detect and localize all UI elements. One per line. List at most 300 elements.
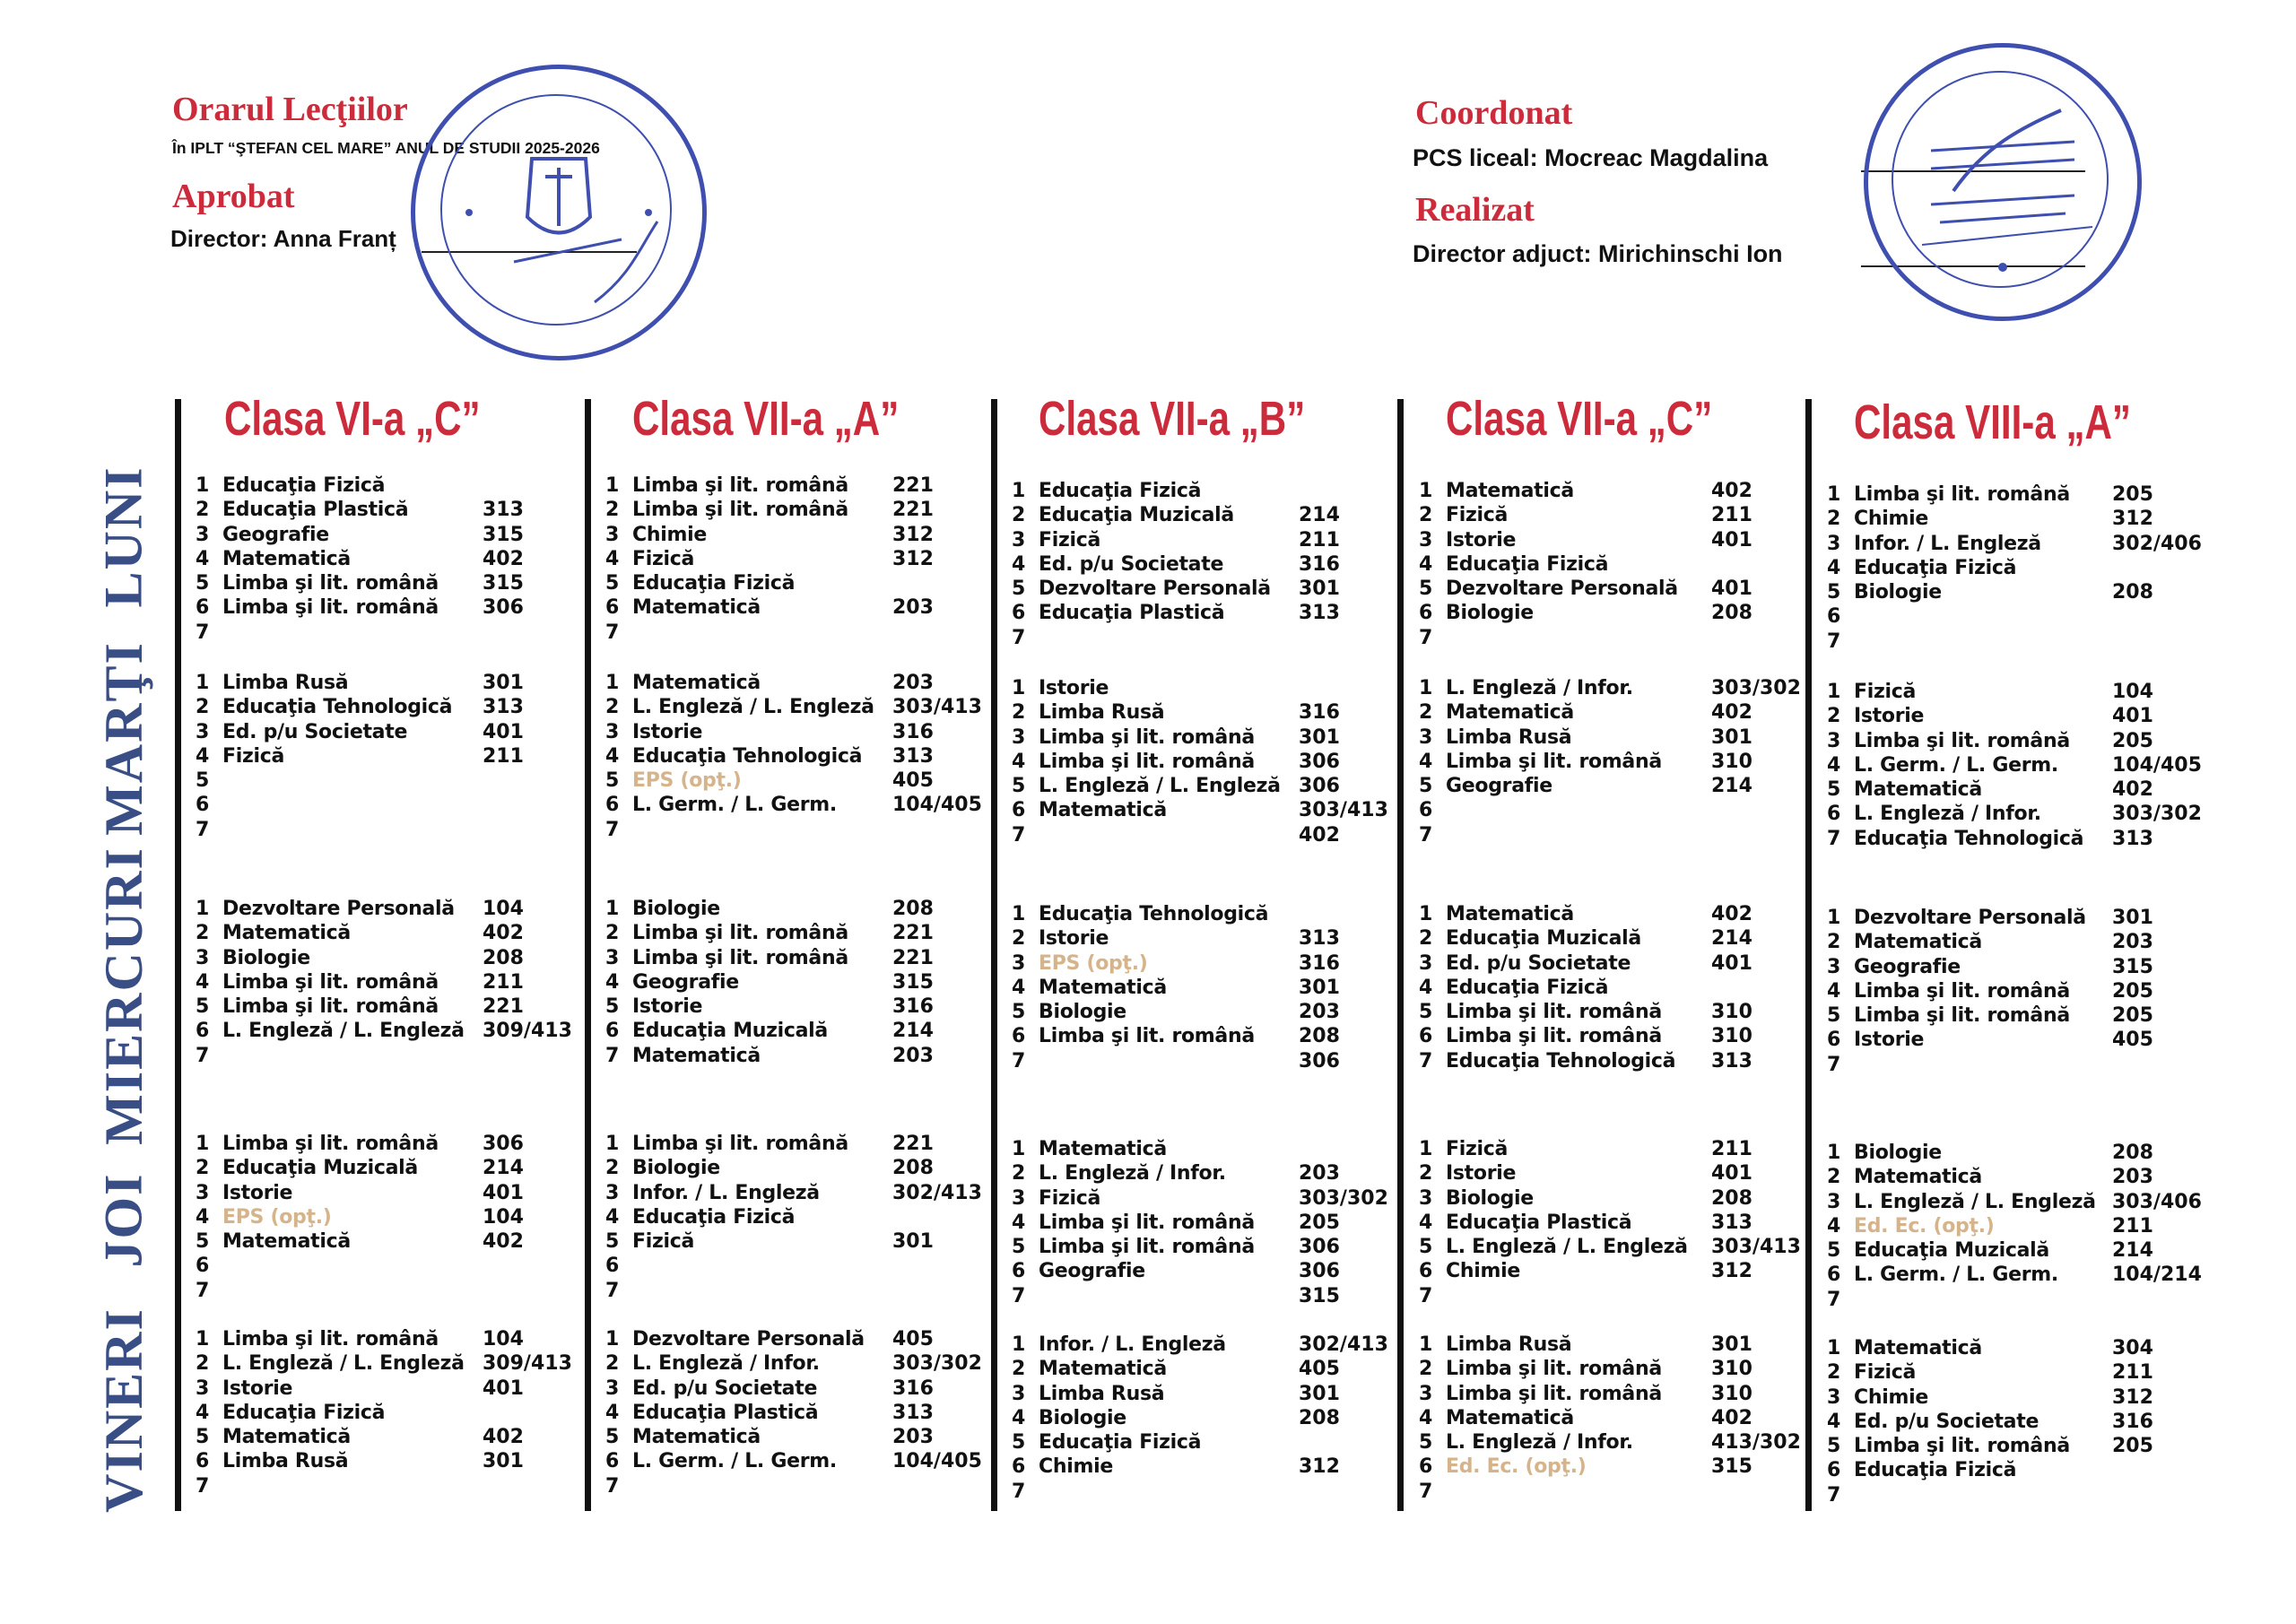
day-block [1827,1336,2211,1507]
lesson-subject: Educaţia Plastică [1039,602,1225,625]
lesson-row [1827,1214,2211,1238]
lesson-subject: Limba şi lit. română [222,572,439,595]
lesson-room: 401 [483,720,524,743]
lesson-number: 6 [1419,1260,1433,1283]
lesson-room: 315 [483,523,524,546]
lesson-subject: Fizică [1039,1186,1101,1210]
lesson-row [196,523,581,547]
lesson-number: 4 [605,1401,620,1424]
lesson-number: 5 [1827,581,1841,604]
lesson-room: 214 [1711,775,1752,798]
lesson-number: 2 [196,1157,210,1180]
lesson-row [1827,507,2211,531]
lesson-row [1827,753,2211,777]
lesson-row [605,744,991,769]
lesson-subject: L. Germ. / L. Germ. [1854,1264,2058,1287]
lesson-number: 3 [196,1181,210,1204]
lesson-row [1012,1235,1397,1259]
lesson-room: 306 [483,596,524,620]
lesson-subject: Limba şi lit. română [632,499,848,522]
lesson-number: 3 [1827,729,1841,752]
lesson-number: 5 [605,995,620,1019]
lesson-row [196,818,581,842]
day-block [1012,1333,1397,1504]
lesson-number: 4 [196,1205,210,1229]
lesson-subject: Infor. / L. Engleză [632,1181,820,1204]
lesson-subject: Fizică [632,1230,695,1254]
lesson-row [605,571,991,595]
lesson-subject: Educaţia Muzicală [222,1157,418,1180]
lesson-row [196,897,581,921]
lesson-subject: Limba şi lit. română [632,922,848,945]
lesson-room: 312 [892,547,934,570]
lesson-number: 7 [196,1474,210,1498]
lesson-room: 402 [2112,778,2153,802]
lesson-room: 316 [1299,701,1340,725]
day-block [196,473,581,645]
lesson-row [605,1376,991,1401]
lesson-room: 104 [2112,681,2153,703]
lesson-subject: L. Engleză / L. Engleză [1854,1190,2096,1213]
lesson-room: 221 [892,499,934,522]
lesson-row [1827,630,2211,654]
lesson-row [1419,1382,1810,1406]
lesson-row [1419,1430,1810,1455]
lesson-row [1012,1137,1397,1161]
lesson-number: 6 [1827,803,1841,826]
lesson-row [1827,1360,2211,1385]
lesson-row [1827,955,2211,979]
lesson-subject: Educaţia Fizică [222,1401,386,1424]
lesson-room: 301 [1299,1382,1340,1405]
lesson-number: 2 [1419,927,1433,951]
lesson-number: 1 [1012,1138,1026,1160]
lesson-room: 316 [2112,1410,2153,1433]
lesson-row [605,793,991,817]
lesson-subject: Biologie [632,1157,720,1180]
lesson-row [1012,976,1397,1000]
lesson-row [196,1425,581,1449]
lesson-subject: Limba şi lit. română [1446,1025,1662,1048]
lesson-number: 1 [605,672,620,694]
lesson-subject: L. Engleză / L. Engleză [1039,775,1281,798]
lesson-subject: Limba şi lit. română [1854,979,2070,1003]
lesson-room: 205 [2112,729,2153,752]
lesson-room: 208 [892,898,934,920]
lesson-row [1827,1028,2211,1052]
lesson-row [1827,1238,2211,1263]
lesson-row [1012,528,1397,552]
lesson-number: 1 [1419,677,1433,699]
lesson-subject: Ed. p/u Societate [1039,552,1224,576]
lesson-number: 5 [1419,775,1433,798]
lesson-row [1419,676,1810,700]
lesson-room: 401 [1711,578,1752,601]
lesson-subject: Limba şi lit. română [1854,1004,2070,1028]
school-stamp [411,65,707,360]
lesson-room: 301 [1299,578,1340,601]
lesson-room: 402 [1711,701,1752,725]
lesson-room: 312 [2112,508,2153,531]
lesson-subject: Educaţia Fizică [632,1205,796,1229]
lesson-row [1827,1434,2211,1458]
lesson-subject: Limba şi lit. română [1854,729,2070,752]
lesson-number: 7 [1419,1049,1433,1073]
lesson-subject: Matematică [1039,799,1167,822]
lesson-subject: Limba Rusă [1446,1333,1572,1356]
lesson-number: 1 [1419,480,1433,502]
lesson-number: 5 [1419,578,1433,601]
lesson-number: 1 [1012,1333,1026,1356]
lesson-subject: Chimie [1446,1260,1520,1283]
lesson-room: 303/302 [1299,1186,1388,1210]
lesson-row [1012,1455,1397,1479]
lesson-number: 3 [196,720,210,743]
lesson-room: 303/413 [1711,1236,1801,1259]
lesson-number: 6 [196,1255,210,1278]
lesson-subject: Fizică [1446,1138,1509,1160]
lesson-room: 405 [892,769,934,793]
lesson-number: 6 [605,794,620,817]
lesson-room: 316 [892,995,934,1019]
lesson-room: 208 [1711,1186,1752,1210]
lesson-row [1419,774,1810,798]
lesson-number: 5 [1419,1236,1433,1259]
lesson-row [196,498,581,522]
lesson-number: 1 [605,1133,620,1155]
lesson-number: 2 [605,1352,620,1376]
lesson-row [1419,1357,1810,1381]
lesson-room: 313 [892,744,934,768]
lesson-number: 3 [1012,528,1026,551]
lesson-row [1419,902,1810,926]
lesson-row [1419,601,1810,625]
lesson-number: 5 [605,572,620,595]
lesson-subject: Dezvoltare Personală [632,1328,865,1350]
lesson-number: 7 [605,1044,620,1067]
lesson-number: 3 [605,1181,620,1204]
lesson-subject: Fizică [1854,1361,1917,1385]
lesson-row [1419,1333,1810,1357]
lesson-number: 4 [605,744,620,768]
lesson-room: 405 [892,1328,934,1350]
lesson-row [605,897,991,921]
lesson-number: 2 [1012,927,1026,951]
lesson-number: 4 [1419,750,1433,773]
lesson-room: 208 [1299,1025,1340,1048]
lesson-row [1827,930,2211,954]
lesson-subject: Limba şi lit. română [1854,483,2070,506]
day-block [605,671,991,842]
lesson-number: 1 [196,1328,210,1350]
lesson-number: 2 [605,696,620,719]
lesson-subject: Istorie [1854,705,1925,728]
lesson-room: 315 [1299,1284,1340,1307]
lesson-number: 7 [1012,626,1026,649]
lesson-row [196,1132,581,1156]
lesson-row [605,473,991,498]
lesson-number: 4 [196,1401,210,1424]
lesson-subject: Educaţia Tehnologică [222,696,453,719]
lesson-number: 7 [1012,1284,1026,1307]
lesson-room: 402 [483,922,524,945]
lesson-row [1827,704,2211,728]
lesson-subject: Matematică [222,922,351,945]
lesson-number: 1 [1419,903,1433,925]
lesson-room: 402 [1711,1406,1752,1429]
lesson-number: 4 [1827,556,1841,579]
day-block [196,671,581,842]
lesson-subject: Geografie [1854,955,1961,978]
lesson-room: 302/413 [1299,1333,1388,1356]
lesson-subject: Matematică [632,1044,761,1067]
lesson-number: 6 [196,794,210,817]
lesson-subject: Biologie [1854,1142,1942,1164]
lesson-subject: Matematică [1854,931,1982,954]
lesson-number: 7 [1827,1483,1841,1507]
lesson-room: 203 [2112,931,2153,954]
lesson-number: 6 [196,1450,210,1473]
lesson-subject: Istorie [1446,528,1517,551]
lesson-room: 211 [1299,528,1340,551]
lesson-room: 214 [2112,1239,2153,1263]
lesson-number: 1 [1419,1333,1433,1356]
lesson-subject: Educaţia Tehnologică [1039,903,1269,925]
lesson-subject: Matematică [1854,1166,1982,1189]
lesson-row [1419,1480,1810,1504]
day-block [196,897,581,1068]
lesson-row [1012,1406,1397,1430]
lesson-row [196,671,581,695]
lesson-row [1827,1483,2211,1507]
lesson-room: 401 [1711,528,1752,551]
lesson-number: 7 [1827,1288,1841,1311]
lesson-number: 5 [605,769,620,793]
lesson-room: 312 [1711,1260,1752,1283]
day-label-vineri: VINERI [93,1307,153,1513]
lesson-number: 6 [1012,1025,1026,1048]
day-block [605,473,991,645]
lesson-subject: Educaţia Muzicală [1446,927,1641,951]
lesson-subject: Limba şi lit. română [222,995,439,1019]
lesson-row [1012,798,1397,822]
lesson-subject: Limba şi lit. română [1039,1236,1255,1259]
lesson-room: 203 [892,1426,934,1449]
day-label-luni: LUNI [93,465,153,608]
lesson-room: 211 [1711,504,1752,527]
lesson-row [1012,1161,1397,1185]
lesson-room: 303/413 [892,696,982,719]
lesson-number: 5 [196,769,210,793]
lesson-number: 7 [1012,1049,1026,1073]
lesson-room: 402 [483,1230,524,1254]
lesson-room: 214 [892,1020,934,1043]
lesson-subject: EPS (opţ.) [1039,951,1148,975]
document-subtitle: În IPLT “ŞTEFAN CEL MARE” ANUL DE STUDII 2025-2026 [172,139,600,157]
lesson-number: 3 [1827,1190,1841,1213]
lesson-number: 6 [196,1020,210,1043]
lesson-room: 313 [892,1401,934,1424]
lesson-number: 7 [605,1279,620,1302]
lesson-number: 6 [1419,1455,1433,1479]
lesson-row [196,1327,581,1351]
lesson-row [1419,1049,1810,1073]
lesson-number: 7 [1419,1480,1433,1503]
lesson-number: 5 [1419,1001,1433,1024]
lesson-subject: L. Engleză / Infor. [1039,1162,1226,1185]
lesson-room: 203 [892,596,934,620]
lesson-subject: Biologie [1854,581,1942,604]
lesson-number: 4 [1012,750,1026,773]
lesson-room: 413/302 [1711,1431,1801,1455]
lesson-room: 312 [1299,1455,1340,1479]
lesson-number: 1 [605,898,620,920]
lesson-number: 7 [196,1044,210,1067]
day-block [605,897,991,1068]
lesson-subject: Matematică [1446,701,1574,725]
lesson-subject: Limba şi lit. română [222,1133,439,1155]
lesson-number: 2 [1012,1358,1026,1381]
lesson-number: 3 [1419,1186,1433,1210]
lesson-number: 2 [1827,1361,1841,1385]
lesson-row [605,498,991,522]
lesson-room: 306 [1299,1049,1340,1073]
lesson-number: 3 [1012,1382,1026,1405]
lesson-subject: Educaţia Fizică [1039,480,1202,502]
lesson-subject: Educaţia Fizică [222,474,386,497]
lesson-room: 401 [483,1376,524,1400]
lesson-subject: Biologie [1039,1406,1126,1429]
lesson-room: 301 [2112,907,2153,929]
lesson-room: 315 [892,970,934,994]
lesson-row [1827,680,2211,704]
lesson-subject: L. Engleză / L. Engleză [222,1020,465,1043]
lesson-subject: Limba şi lit. română [632,946,848,969]
lesson-row [196,1449,581,1473]
lesson-row [605,1351,991,1376]
lesson-row [605,970,991,994]
lesson-subject: Educaţia Plastică [1446,1211,1632,1234]
lesson-room: 211 [1711,1138,1752,1160]
lesson-subject: L. Engleză / Infor. [1854,803,2041,826]
lesson-number: 6 [196,596,210,620]
lesson-subject: Dezvoltare Personală [1039,578,1271,601]
union-stamp [1864,43,2142,321]
lesson-row [1419,1235,1810,1259]
lesson-row [1827,1165,2211,1189]
class-title: Clasa VII-a „B” [1039,392,1306,446]
lesson-number: 6 [1827,1459,1841,1482]
lesson-subject: Istorie [222,1181,293,1204]
lesson-number: 6 [1419,1025,1433,1048]
lesson-subject: Limba Rusă [222,1450,349,1473]
lesson-row [1827,482,2211,507]
lesson-row [1419,1284,1810,1308]
lesson-room: 221 [892,474,934,497]
class-column-divider [991,399,997,1511]
lesson-number: 7 [1419,1284,1433,1307]
lesson-number: 6 [1012,602,1026,625]
lesson-row [1012,951,1397,976]
lesson-room: 203 [892,1044,934,1067]
lesson-number: 6 [1012,1260,1026,1283]
lesson-room: 104/405 [892,794,982,817]
day-label-marti: MARŢI [93,640,153,836]
lesson-room: 310 [1711,1025,1752,1048]
lesson-number: 1 [1827,483,1841,506]
lesson-number: 5 [1012,1001,1026,1024]
lesson-subject: Chimie [632,523,707,546]
lesson-room: 104/405 [892,1450,982,1473]
lesson-row [1419,976,1810,1000]
lesson-room: 405 [2112,1029,2153,1052]
lesson-row [605,671,991,695]
lesson-subject: Istorie [222,1376,293,1400]
lesson-subject: Educaţia Muzicală [1854,1239,2049,1263]
lesson-row [1827,556,2211,580]
lesson-row [605,1425,991,1449]
lesson-row [1419,626,1810,650]
lesson-room: 316 [1299,552,1340,576]
lesson-subject: Istorie [1446,1162,1517,1185]
day-block [1827,680,2211,851]
lesson-subject: Limba Rusă [222,672,349,694]
lesson-subject: L. Engleză / Infor. [1446,677,1633,699]
lesson-row [1012,926,1397,951]
lesson-room: 309/413 [483,1352,572,1376]
lesson-subject: Chimie [1854,508,1928,531]
lesson-room: 302/406 [2112,532,2202,555]
lesson-number: 4 [1827,979,1841,1003]
lesson-number: 4 [1419,976,1433,999]
lesson-room: 208 [2112,1142,2153,1164]
lesson-subject: Ed. p/u Societate [222,720,408,743]
lesson-row [1419,528,1810,552]
lesson-room: 301 [1299,725,1340,749]
lesson-subject: Fizică [632,547,695,570]
lesson-number: 5 [1012,578,1026,601]
lesson-row [1827,729,2211,753]
lesson-row [1827,979,2211,1003]
lesson-subject: Ed. Ec. (opţ.) [1854,1214,1995,1238]
lesson-row [196,1181,581,1205]
lesson-row [1419,1000,1810,1024]
lesson-number: 1 [1827,681,1841,703]
lesson-number: 4 [1827,1214,1841,1238]
lesson-row [1012,626,1397,650]
lesson-subject: Ed. p/u Societate [1854,1410,2039,1433]
lesson-room: 203 [1299,1001,1340,1024]
lesson-number: 3 [1419,951,1433,975]
lesson-row [1012,503,1397,527]
lesson-number: 3 [605,523,620,546]
day-block [196,1327,581,1498]
lesson-number: 2 [196,499,210,522]
lesson-room: 401 [1711,1162,1752,1185]
lesson-number: 3 [605,720,620,743]
lesson-subject: L. Engleză / Infor. [1446,1431,1633,1455]
lesson-number: 7 [1827,1053,1841,1076]
lesson-subject: Fizică [1039,528,1101,551]
lesson-number: 2 [1012,1162,1026,1185]
lesson-subject: Matematică [222,1230,351,1254]
lesson-subject: L. Engleză / Infor. [632,1352,820,1376]
lesson-room: 304 [2112,1337,2153,1359]
lesson-subject: Limba şi lit. română [222,1328,439,1350]
lesson-subject: EPS (opţ.) [632,769,742,793]
lesson-subject: Dezvoltare Personală [1854,907,2086,929]
lesson-number: 1 [196,474,210,497]
